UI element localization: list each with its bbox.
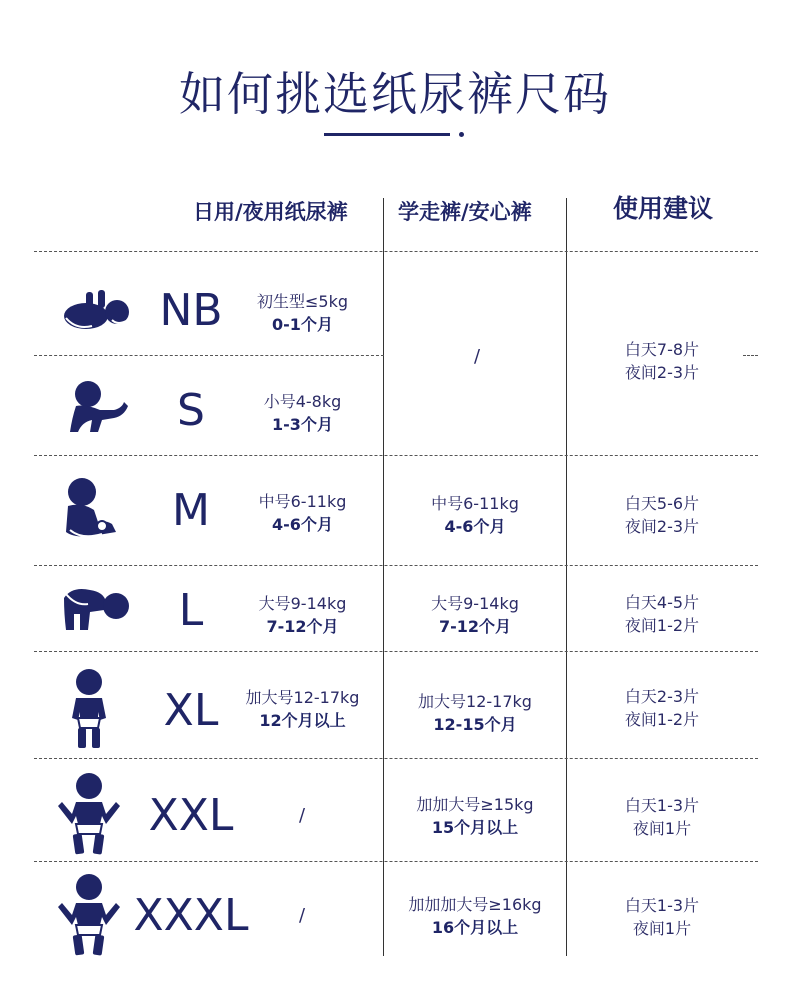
pants-cell (384, 690, 566, 736)
pants-cell (384, 793, 566, 839)
divider-row (34, 758, 758, 759)
advice-day: 白天7-8片 (624, 340, 700, 359)
size-label: NB (159, 285, 223, 336)
advice-day: 白天2-3片 (624, 687, 700, 706)
advice-night: 夜间1-2片 (624, 710, 700, 729)
advice-day: 白天4-5片 (624, 593, 700, 612)
pants-weight: 加加加大号≥16kg (408, 895, 542, 914)
page-title: 如何挑选纸尿裤尺码 (179, 67, 611, 121)
size-label: XXL (148, 790, 234, 841)
diaper-weight: 中号6-11kg (258, 492, 347, 511)
advice-day: 白天5-6片 (624, 494, 700, 513)
baby-sitting-icon (62, 476, 120, 542)
divider-row (34, 251, 758, 252)
divider-row (34, 565, 758, 566)
pants-na: / (474, 346, 481, 367)
diaper-na: / (299, 905, 306, 926)
diaper-age: 4-6个月 (272, 515, 333, 534)
diaper-age: 12个月以上 (259, 711, 346, 730)
pants-weight: 加加大号≥15kg (416, 795, 534, 814)
diaper-weight: 大号9-14kg (258, 594, 347, 613)
pants-weight: 中号6-11kg (431, 494, 519, 513)
advice-night: 夜间2-3片 (624, 517, 700, 536)
divider-row (34, 861, 758, 862)
diaper-cell (236, 686, 369, 732)
pants-age: 16个月以上 (431, 918, 519, 937)
advice-night: 夜间1片 (632, 919, 692, 938)
divider-vertical-2 (566, 198, 567, 956)
title-underline (324, 133, 450, 136)
diaper-weight: 初生型≤5kg (256, 292, 348, 311)
advice-day: 白天1-3片 (624, 796, 700, 815)
size-label: S (177, 385, 205, 436)
baby-standing-icon (66, 668, 112, 750)
header-advice: 使用建议 (612, 194, 713, 223)
divider-row (34, 355, 384, 356)
diaper-na: / (299, 805, 306, 826)
divider-row (34, 455, 758, 456)
advice-night: 夜间2-3片 (624, 363, 700, 382)
diaper-age: 7-12个月 (266, 617, 339, 636)
pants-age: 4-6个月 (444, 517, 506, 536)
advice-cell (567, 338, 757, 384)
pants-cell (384, 492, 566, 538)
advice-day: 白天1-3片 (624, 896, 700, 915)
diaper-cell (240, 390, 365, 436)
pants-age: 7-12个月 (438, 617, 512, 636)
pants-weight: 大号9-14kg (431, 594, 519, 613)
pants-cell (384, 592, 566, 638)
baby-walking-icon (58, 772, 120, 856)
header-diaper: 日用/夜用纸尿裤 (193, 200, 348, 224)
baby-walking-icon (58, 873, 120, 957)
diaper-cell (240, 490, 365, 536)
diaper-age: 0-1个月 (272, 315, 333, 334)
advice-cell (567, 685, 757, 731)
diaper-age: 1-3个月 (272, 415, 333, 434)
advice-night: 夜间1片 (632, 819, 692, 838)
size-label: XXXL (133, 890, 249, 941)
divider-vertical-1 (383, 198, 384, 956)
pants-age: 12-15个月 (433, 715, 517, 734)
size-label: L (178, 585, 204, 636)
diaper-cell (240, 592, 365, 638)
advice-cell (567, 894, 757, 940)
size-label: M (172, 485, 210, 536)
diaper-cell (240, 290, 365, 336)
diaper-weight: 小号4-8kg (263, 392, 342, 411)
pants-cell (384, 893, 566, 939)
advice-night: 夜间1-2片 (624, 616, 700, 635)
advice-cell (567, 794, 757, 840)
pants-weight: 加大号12-17kg (418, 692, 532, 711)
divider-row (34, 651, 758, 652)
diaper-weight: 加大号12-17kg (245, 688, 360, 707)
header-pants: 学走裤/安心裤 (398, 200, 532, 224)
size-label: XL (163, 685, 219, 736)
advice-cell (567, 591, 757, 637)
pants-age: 15个月以上 (431, 818, 519, 837)
title-underline-dot (459, 132, 464, 137)
advice-cell (567, 492, 757, 538)
